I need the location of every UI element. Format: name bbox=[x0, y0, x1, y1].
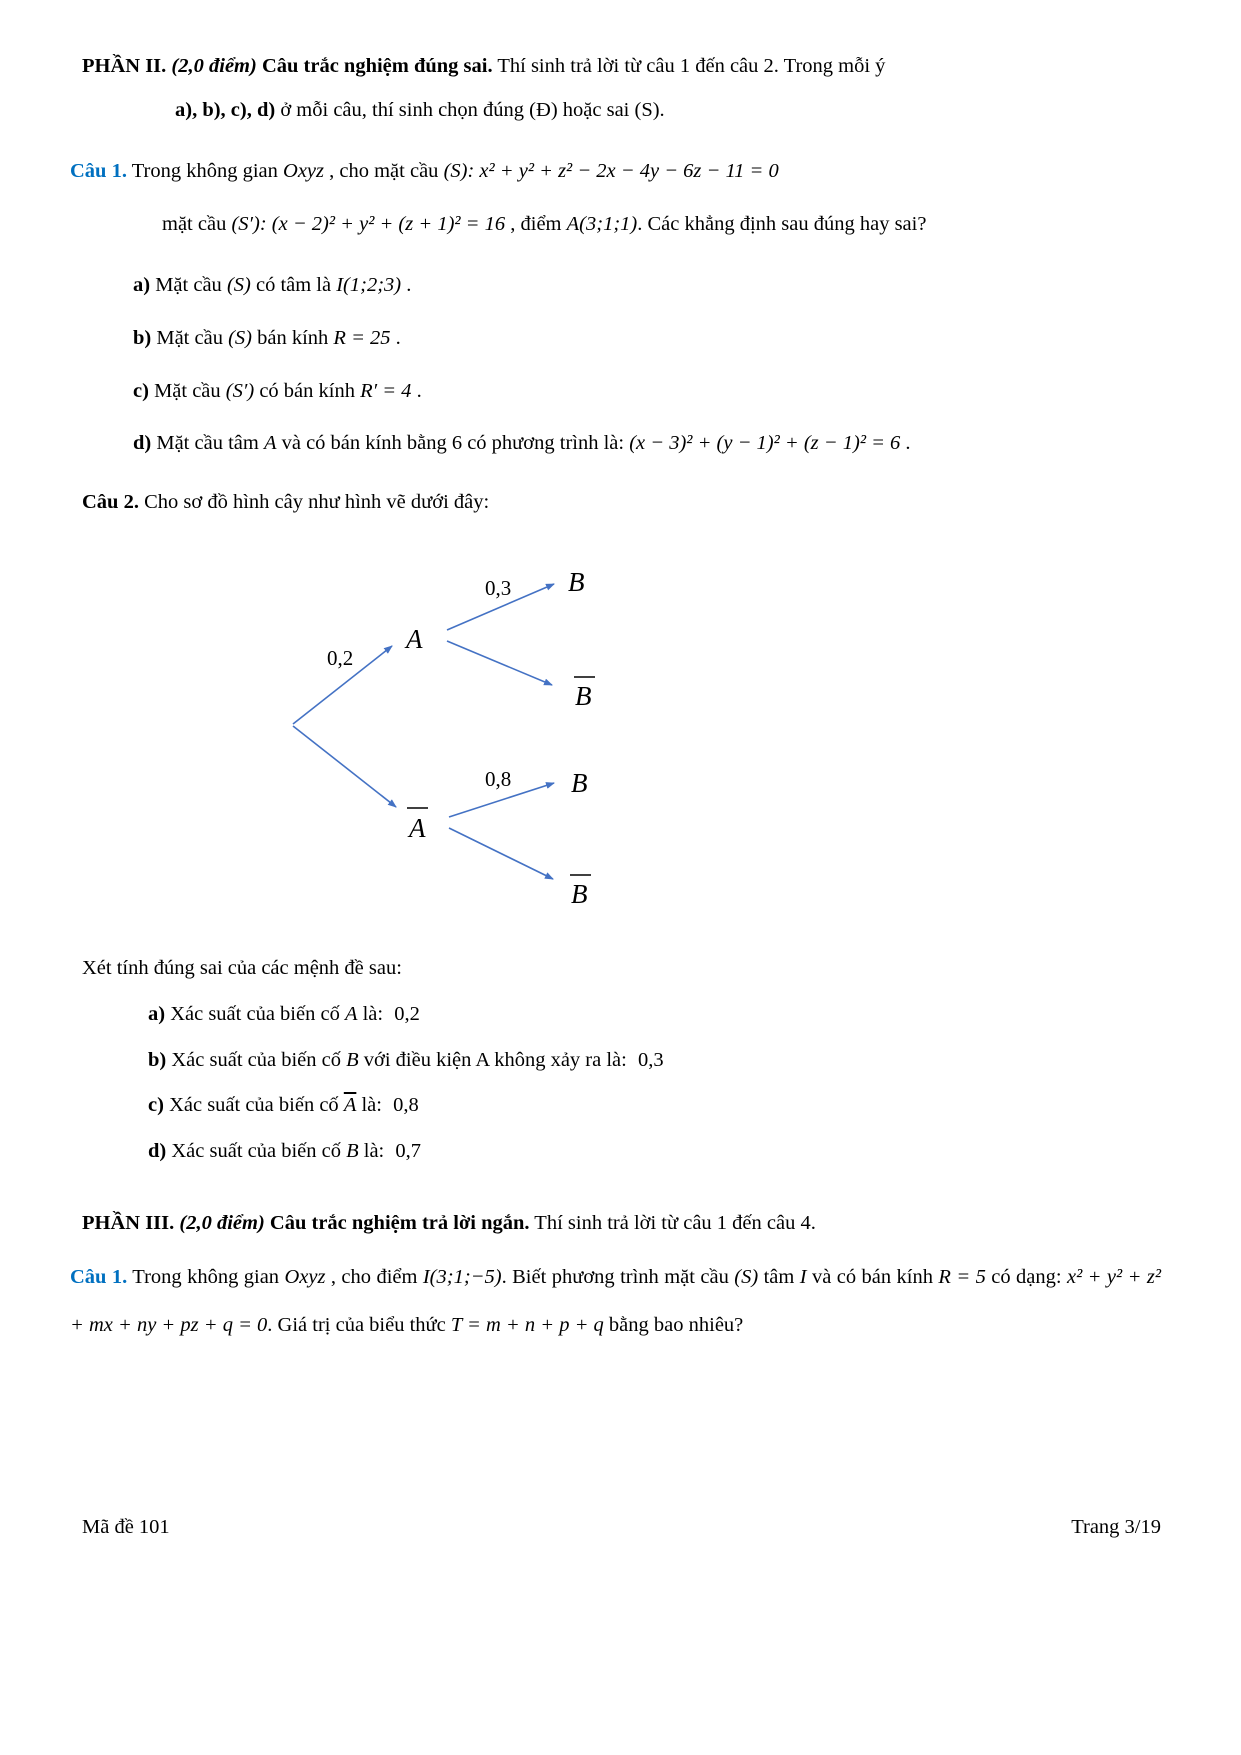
statement-text: và có bán kính bằng 6 có phương trình là: bbox=[276, 432, 630, 455]
probability-value: 0,3 bbox=[637, 1048, 664, 1071]
q1-seg3: mặt cầu bbox=[162, 213, 232, 236]
part2-instructions bbox=[82, 96, 1161, 126]
statement-label: c) bbox=[148, 1094, 164, 1117]
sphere-s-prime-equation: (S′): (x − 2)² + y² + (z + 1)² = 16 bbox=[231, 213, 506, 236]
node-a-label: A bbox=[406, 624, 423, 655]
tree-diagram bbox=[270, 545, 670, 927]
part3-question-1-label: Câu 1. bbox=[70, 1265, 128, 1288]
statement-text: có bán kính bbox=[254, 379, 361, 402]
part2-points: (2,0 điểm) bbox=[166, 55, 257, 77]
part2-title: Câu trắc nghiệm đúng sai. bbox=[256, 55, 493, 77]
part3-title: Câu trắc nghiệm trả lời ngắn. bbox=[264, 1211, 530, 1234]
statement-label: d) bbox=[148, 1140, 167, 1163]
statement-q2-c bbox=[82, 1090, 1161, 1122]
statement-text: Mặt cầu bbox=[151, 326, 229, 349]
node-abar-label: A bbox=[409, 813, 426, 844]
point-i-coords: I(3;1;−5) bbox=[422, 1265, 502, 1288]
statement-text: có tâm là bbox=[250, 274, 337, 297]
statement-text: bằng bao nhiêu? bbox=[603, 1313, 744, 1336]
part2-heading bbox=[82, 52, 1161, 82]
statement-text: Xác suất của biến cố bbox=[163, 1094, 344, 1117]
statement-q1-d bbox=[82, 427, 1161, 460]
statement-q2-a bbox=[82, 999, 1161, 1031]
probability-value: 0,2 bbox=[394, 1002, 420, 1025]
statement-text: . bbox=[411, 379, 422, 402]
statement-label: b) bbox=[148, 1048, 167, 1071]
event-b-symbol: B bbox=[346, 1140, 359, 1163]
statement-label: a) bbox=[148, 1002, 166, 1025]
event-a-symbol: A bbox=[344, 1002, 358, 1025]
statement-text: Xác suất của biến cố bbox=[165, 1002, 345, 1025]
statement-text: bán kính bbox=[252, 326, 334, 349]
math-i: I bbox=[799, 1265, 807, 1288]
statement-text: là: bbox=[356, 1094, 388, 1117]
statement-text: . bbox=[900, 432, 911, 455]
statement-text: . bbox=[401, 274, 412, 297]
math-point-a: A bbox=[263, 432, 277, 455]
math-sphere-equation: (x − 3)² + (y − 1)² + (z − 1)² = 6 bbox=[629, 432, 901, 455]
sphere-s-equation: (S): x² + y² + z² − 2x − 4y − 6z − 11 = 0 bbox=[443, 160, 779, 183]
statement-label: a) bbox=[133, 274, 151, 297]
tree-probability-labels bbox=[327, 576, 511, 791]
probability-value: 0,8 bbox=[393, 1094, 419, 1117]
q1-seg2: , cho mặt cầu bbox=[324, 160, 444, 183]
q1-oxyz: Oxyz bbox=[283, 160, 325, 183]
question-1-intro-line2 bbox=[82, 208, 1161, 241]
statement-text: không xảy ra là: bbox=[489, 1048, 632, 1071]
branch-a-to-bbar bbox=[447, 641, 552, 685]
statement-text: và có bán kính bbox=[806, 1265, 939, 1288]
page-number: Trang 3/19 bbox=[1071, 1516, 1161, 1538]
statement-text: Mặt cầu tâm bbox=[151, 432, 264, 455]
page-footer bbox=[82, 1516, 1161, 1539]
statement-label: d) bbox=[133, 432, 152, 455]
statement-text: Xác suất của biến cố bbox=[166, 1140, 347, 1163]
part3-question-1 bbox=[70, 1253, 1161, 1349]
prob-root-a: 0,2 bbox=[327, 646, 354, 671]
general-sphere-equation: x² + y² + z² + mx + ny + pz + q = 0 bbox=[70, 1265, 1161, 1336]
node-b-bottom-label: B bbox=[571, 768, 588, 799]
part3-points: (2,0 điểm) bbox=[174, 1211, 265, 1234]
statement-q1-c bbox=[82, 375, 1161, 408]
instruction-rest: ở mỗi câu, thí sinh chọn đúng (Đ) hoặc sai (S). bbox=[275, 98, 665, 121]
statement-text: Mặt cầu bbox=[150, 274, 227, 297]
math-radius-r-prime: R′ = 4 bbox=[360, 379, 412, 402]
question-2-intro bbox=[82, 486, 1161, 519]
statement-text: tâm bbox=[758, 1265, 800, 1288]
q2-prompt: Xét tính đúng sai của các mệnh đề sau: bbox=[82, 957, 402, 980]
math-s: (S) bbox=[228, 326, 252, 349]
statement-text: với điều kiện bbox=[358, 1048, 476, 1071]
statement-q1-b bbox=[82, 322, 1161, 355]
statement-q2-d bbox=[82, 1136, 1161, 1168]
part3-label: PHẦN III. bbox=[82, 1211, 175, 1234]
statement-text: . Biết phương trình mặt cầu bbox=[501, 1265, 735, 1288]
question-1-label: Câu 1. bbox=[70, 160, 127, 183]
q1-seg4: , điểm bbox=[505, 213, 567, 236]
statement-text: Trong không gian bbox=[127, 1265, 285, 1288]
math-t-expression: T = m + n + p + q bbox=[450, 1313, 604, 1336]
condition-a-symbol: A bbox=[475, 1048, 490, 1071]
math-s-prime: (S′) bbox=[225, 379, 255, 402]
statement-text: . bbox=[390, 326, 401, 349]
statement-text: là: bbox=[357, 1002, 389, 1025]
statement-text: . Giá trị của biểu thức bbox=[267, 1313, 451, 1336]
point-a-coords: A(3;1;1) bbox=[566, 213, 638, 236]
node-b-top-label: B bbox=[568, 567, 585, 598]
math-radius-r: R = 25 bbox=[333, 326, 391, 349]
node-bbar-top-label: B bbox=[575, 681, 592, 712]
prob-a-b: 0,3 bbox=[485, 576, 512, 601]
node-bbar-bottom-label: B bbox=[571, 879, 588, 910]
statement-q2-b bbox=[82, 1045, 1161, 1077]
statement-text: , cho điểm bbox=[325, 1265, 423, 1288]
math-s: (S) bbox=[734, 1265, 759, 1288]
event-b-symbol: B bbox=[346, 1048, 359, 1071]
part3-desc: Thí sinh trả lời từ câu 1 đến câu 4. bbox=[529, 1211, 816, 1234]
branch-root-to-abar bbox=[293, 726, 396, 807]
math-r: R = 5 bbox=[938, 1265, 986, 1288]
part2-label: PHẦN II. bbox=[82, 55, 167, 77]
part2-desc: Thí sinh trả lời từ câu 1 đến câu 2. Trong mỗi ý bbox=[492, 55, 886, 77]
tree-node-labels bbox=[404, 567, 595, 909]
probability-value: 0,7 bbox=[395, 1140, 422, 1163]
tree-figure bbox=[82, 545, 1161, 927]
p3-oxyz: Oxyz bbox=[284, 1265, 326, 1288]
q1-seg1: Trong không gian bbox=[126, 160, 284, 183]
event-abar-symbol: $\overline{A}$ bbox=[343, 1094, 357, 1117]
statement-text: Mặt cầu bbox=[148, 379, 226, 402]
statement-q1-a bbox=[82, 269, 1161, 302]
exam-code: Mã đề 101 bbox=[82, 1516, 170, 1538]
statement-label: b) bbox=[133, 326, 152, 349]
prob-abar-b: 0,8 bbox=[485, 767, 512, 792]
math-center-i: I(1;2;3) bbox=[336, 274, 402, 297]
math-s: (S) bbox=[226, 274, 251, 297]
statement-text: là: bbox=[358, 1140, 390, 1163]
question-1-intro bbox=[70, 155, 1161, 188]
statement-text: có dạng: bbox=[985, 1265, 1068, 1288]
q1-seg5: . Các khẳng định sau đúng hay sai? bbox=[637, 213, 927, 236]
statement-label: c) bbox=[133, 379, 149, 402]
branch-abar-to-bbar bbox=[449, 828, 553, 879]
instruction-options: a), b), c), d) bbox=[175, 98, 276, 121]
question-2-label: Câu 2. bbox=[82, 491, 139, 514]
q2-text: Cho sơ đồ hình cây như hình vẽ dưới đây: bbox=[138, 491, 490, 514]
statement-text: Xác suất của biến cố bbox=[166, 1048, 347, 1071]
part3-heading bbox=[82, 1208, 1161, 1239]
